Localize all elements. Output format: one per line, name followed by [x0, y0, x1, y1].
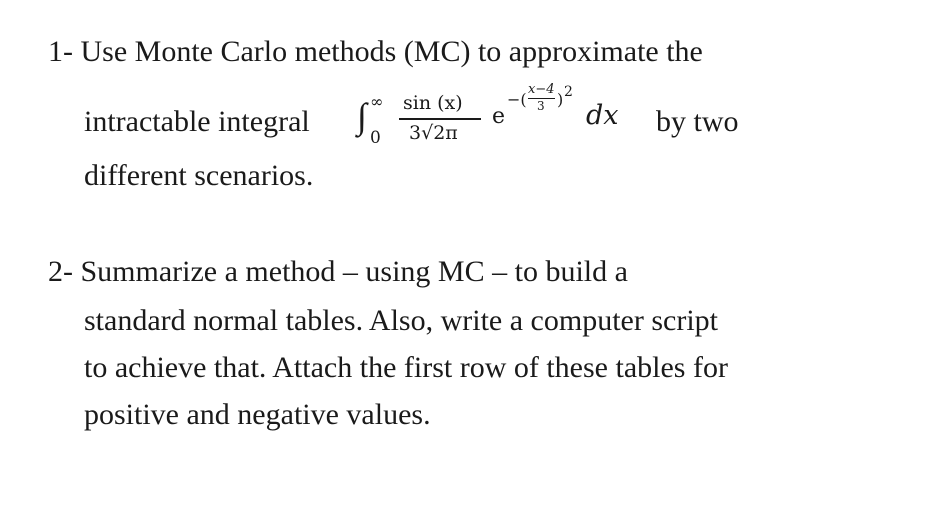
- exp-neg-paren: −(: [507, 90, 527, 109]
- q2-line-1: 2- Summarize a method – using MC – to build a: [48, 255, 628, 288]
- integral-sign: ∫: [357, 96, 367, 136]
- fraction-bar: [399, 118, 481, 120]
- exp-fraction-denominator: 3: [537, 99, 545, 113]
- q1-line-3: different scenarios.: [84, 159, 314, 192]
- q1-line-2-text: intractable integral: [84, 105, 310, 138]
- q2-line-4: positive and negative values.: [84, 398, 431, 431]
- q1-line-1: 1- Use Monte Carlo methods (MC) to approximate the: [48, 35, 703, 68]
- differential-dx: dx: [586, 100, 619, 131]
- q2-line-3: to achieve that. Attach the first row of these tables for: [84, 351, 728, 384]
- fraction-denominator: 3√2π: [409, 122, 458, 144]
- fraction-numerator: sin (x): [403, 92, 463, 114]
- exp-close-paren: ): [557, 90, 564, 109]
- exp-fraction-numerator: x−4: [528, 82, 555, 97]
- q1-line-2-after: by two: [656, 105, 739, 138]
- exp-base: e: [492, 104, 506, 129]
- q2-line-2: standard normal tables. Also, write a computer script: [84, 304, 718, 337]
- exp-power: 2: [564, 84, 573, 100]
- integral-upper-limit: ∞: [370, 92, 384, 111]
- integral-lower-limit: 0: [370, 128, 381, 148]
